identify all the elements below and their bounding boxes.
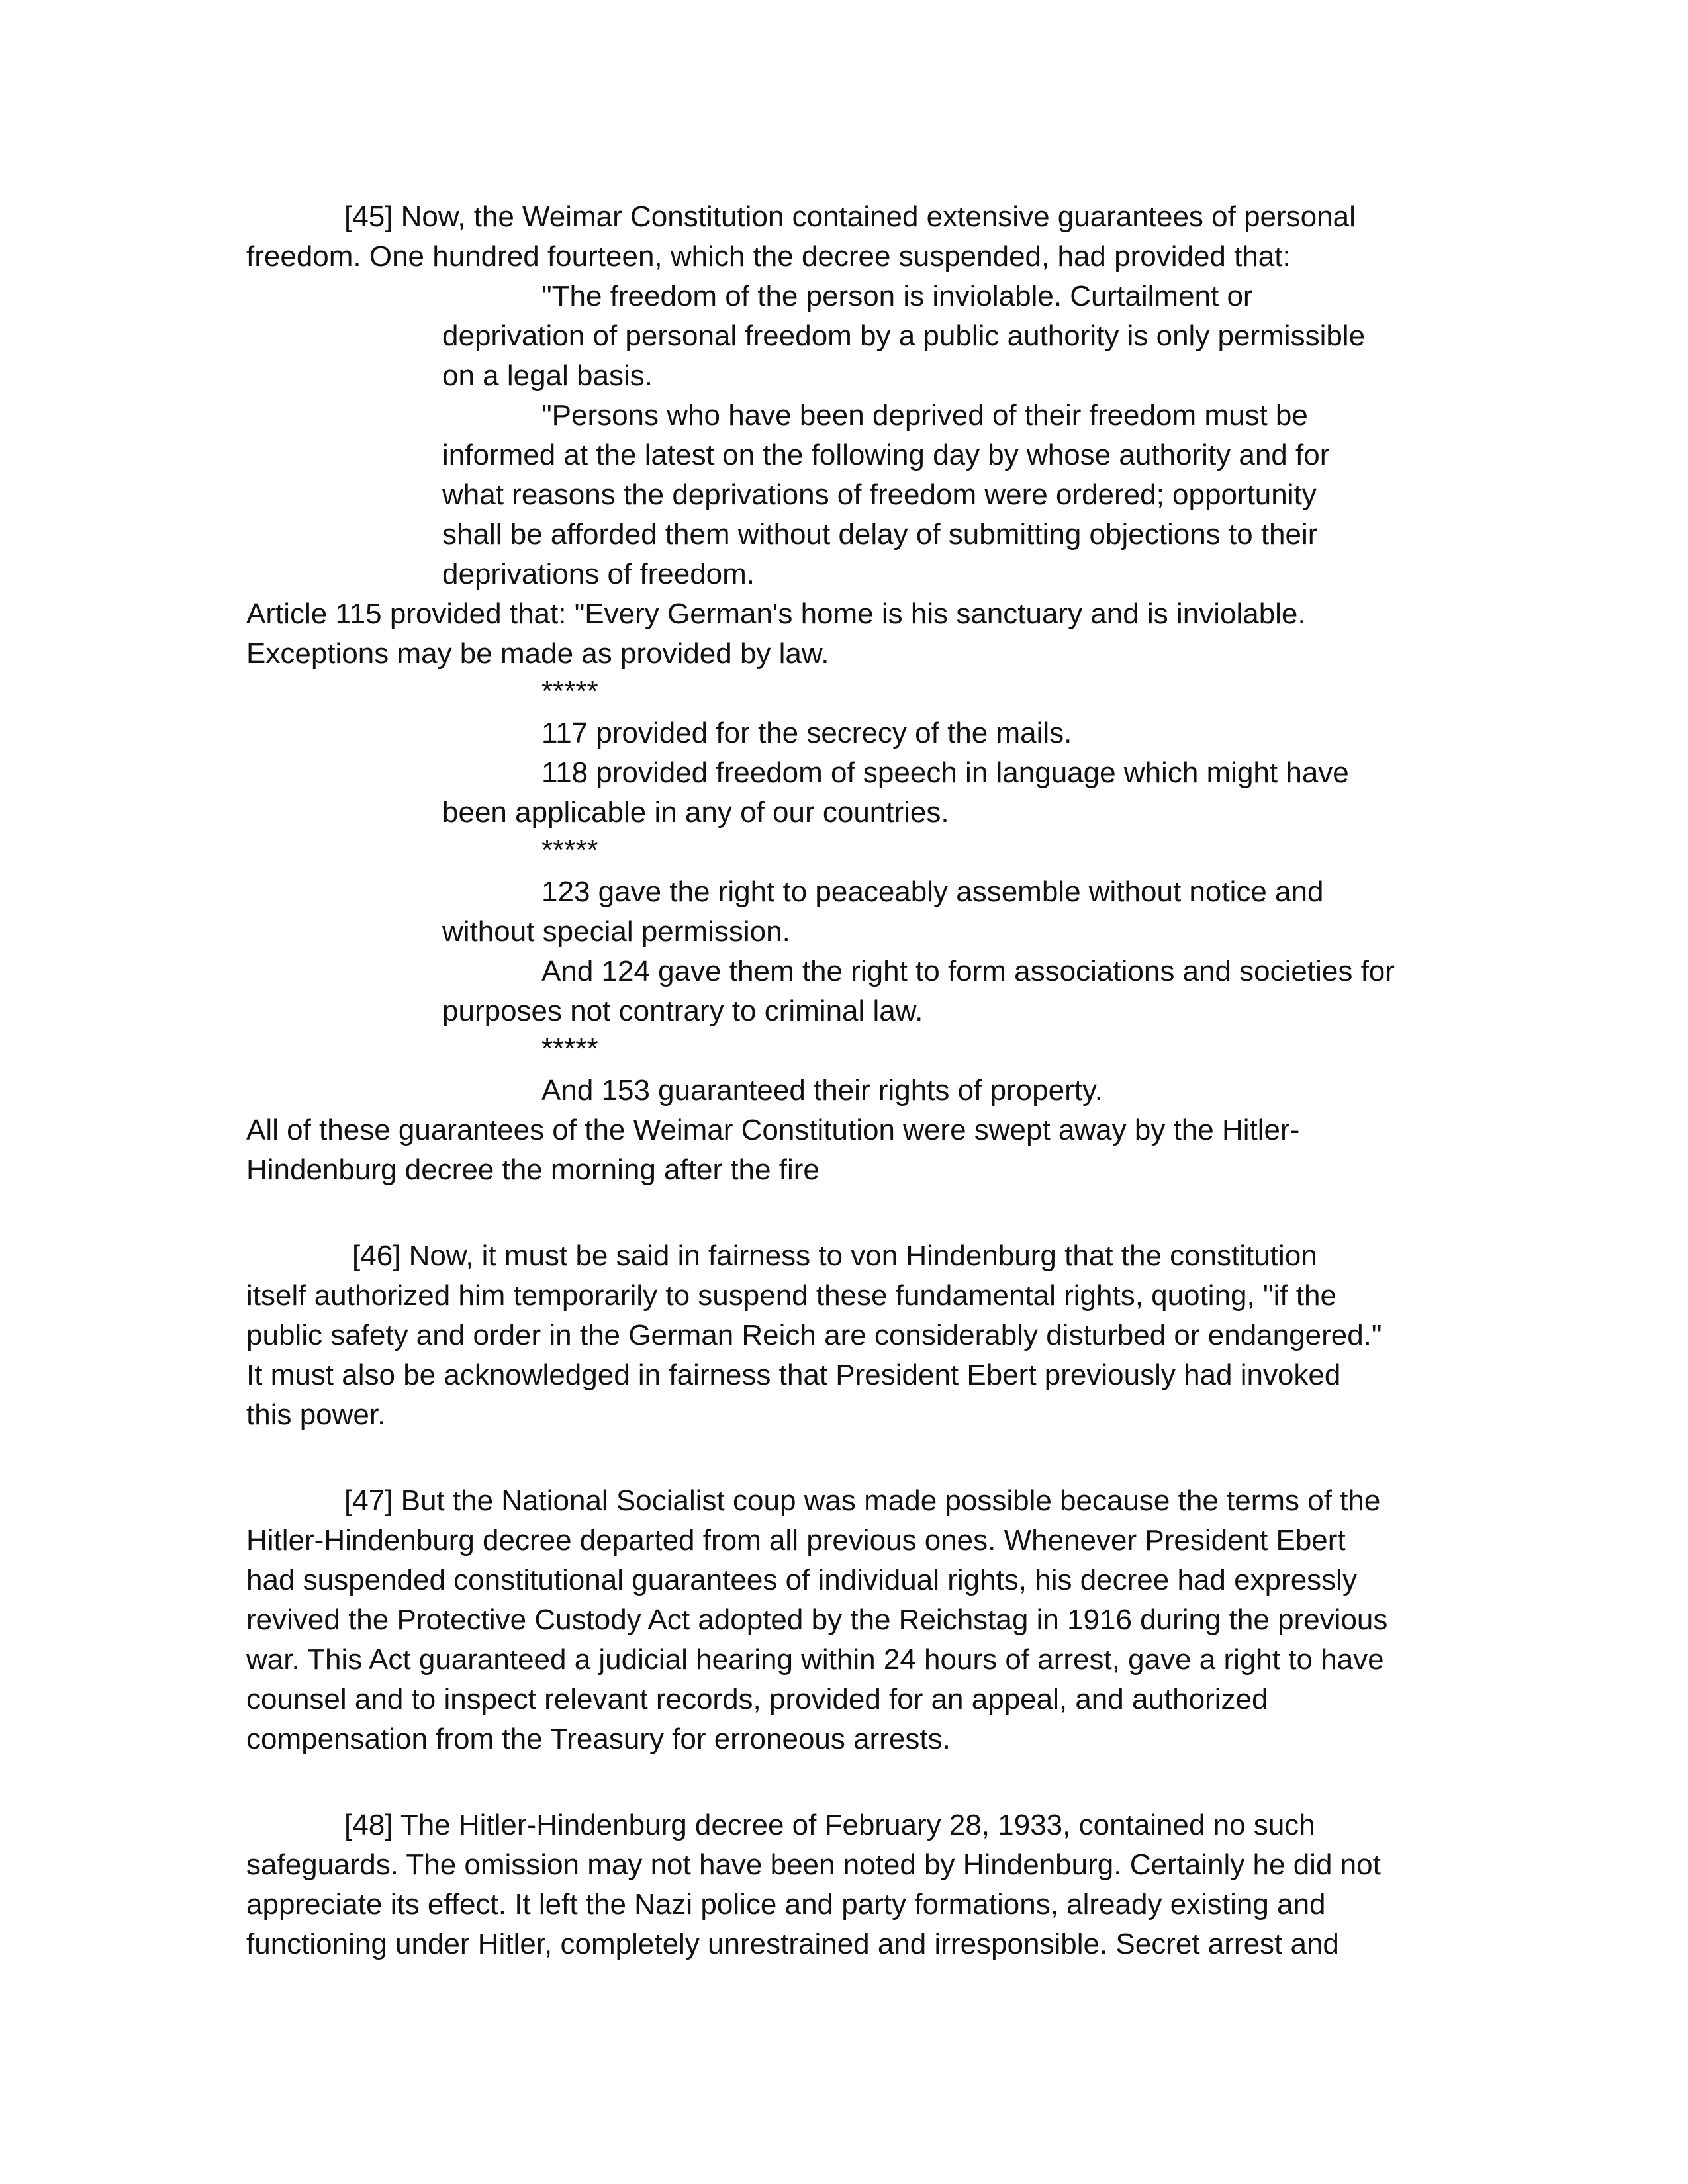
article-124-line-2: purposes not contrary to criminal law. [442, 995, 923, 1027]
article-117-line: 117 provided for the secrecy of the mails. [541, 717, 1072, 749]
article-118-line-1: 118 provided freedom of speech in language which might have [541, 756, 1349, 789]
summary-line-2: Hindenburg decree the morning after the fire [246, 1154, 820, 1186]
paragraph-46-line-3: public safety and order in the German Reich are considerably disturbed or endangered." [246, 1319, 1382, 1351]
summary-line-1: All of these guarantees of the Weimar Constitution were swept away by the Hitler- [246, 1114, 1300, 1146]
article-123-line-1: 123 gave the right to peaceably assemble without notice and [541, 876, 1324, 908]
paragraph-48-line-4: functioning under Hitler, completely unrestrained and irresponsible. Secret arrest and [246, 1928, 1339, 1960]
article-115-line-1: Article 115 provided that: "Every German's home is his sanctuary and is inviolable. [246, 598, 1306, 630]
article-118-line-2: been applicable in any of our countries. [442, 796, 949, 829]
paragraph-45-line-2: freedom. One hundred fourteen, which the decree suspended, had provided that: [246, 240, 1291, 273]
article-153-line: And 153 guaranteed their rights of property. [541, 1074, 1103, 1107]
paragraph-48-line-1: [48] The Hitler-Hindenburg decree of February 28, 1933, contained no such [344, 1809, 1315, 1841]
quote-line-4: "Persons who have been deprived of their freedom must be [541, 399, 1308, 432]
ellipsis-stars-2: ***** [541, 834, 598, 866]
paragraph-47-line-5: war. This Act guaranteed a judicial hearing within 24 hours of arrest, gave a right to have [246, 1643, 1384, 1676]
paragraph-47-line-1: [47] But the National Socialist coup was made possible because the terms of the [344, 1484, 1381, 1517]
paragraph-45-line-1: [45] Now, the Weimar Constitution contained extensive guarantees of personal [344, 201, 1356, 233]
quote-line-6: what reasons the deprivations of freedom were ordered; opportunity [442, 478, 1317, 511]
quote-line-2: deprivation of personal freedom by a public authority is only permissible [442, 320, 1366, 352]
article-123-line-2: without special permission. [442, 915, 790, 948]
quote-line-5: informed at the latest on the following day by whose authority and for [442, 439, 1330, 471]
paragraph-46-line-1: [46] Now, it must be said in fairness to von Hindenburg that the constitution [352, 1240, 1317, 1272]
paragraph-47-line-7: compensation from the Treasury for erroneous arrests. [246, 1723, 951, 1755]
quote-line-3: on a legal basis. [442, 359, 653, 392]
ellipsis-stars-3: ***** [541, 1032, 598, 1065]
paragraph-48-line-2: safeguards. The omission may not have been noted by Hindenburg. Certainly he did not [246, 1848, 1381, 1881]
quote-line-8: deprivations of freedom. [442, 558, 755, 590]
quote-line-1: "The freedom of the person is inviolable. Curtailment or [541, 280, 1253, 312]
paragraph-48-line-3: appreciate its effect. It left the Nazi police and party formations, already existing and [246, 1888, 1326, 1921]
paragraph-46-line-2: itself authorized him temporarily to suspend these fundamental rights, quoting, "if the [246, 1279, 1336, 1312]
ellipsis-stars-1: ***** [541, 675, 598, 707]
quote-line-7: shall be afforded them without delay of submitting objections to their [442, 518, 1318, 551]
paragraph-47-line-4: revived the Protective Custody Act adopted by the Reichstag in 1916 during the previous [246, 1604, 1388, 1636]
article-115-line-2: Exceptions may be made as provided by law. [246, 637, 829, 670]
article-124-line-1: And 124 gave them the right to form associations and societies for [541, 955, 1395, 987]
paragraph-46-line-5: this power. [246, 1398, 386, 1431]
paragraph-47-line-6: counsel and to inspect relevant records, provided for an appeal, and authorized [246, 1683, 1268, 1715]
paragraph-47-line-3: had suspended constitutional guarantees of individual rights, his decree had expressly [246, 1564, 1357, 1596]
paragraph-47-line-2: Hitler-Hindenburg decree departed from all previous ones. Whenever President Ebert [246, 1524, 1346, 1557]
paragraph-46-line-4: It must also be acknowledged in fairness that President Ebert previously had invoked [246, 1359, 1341, 1391]
